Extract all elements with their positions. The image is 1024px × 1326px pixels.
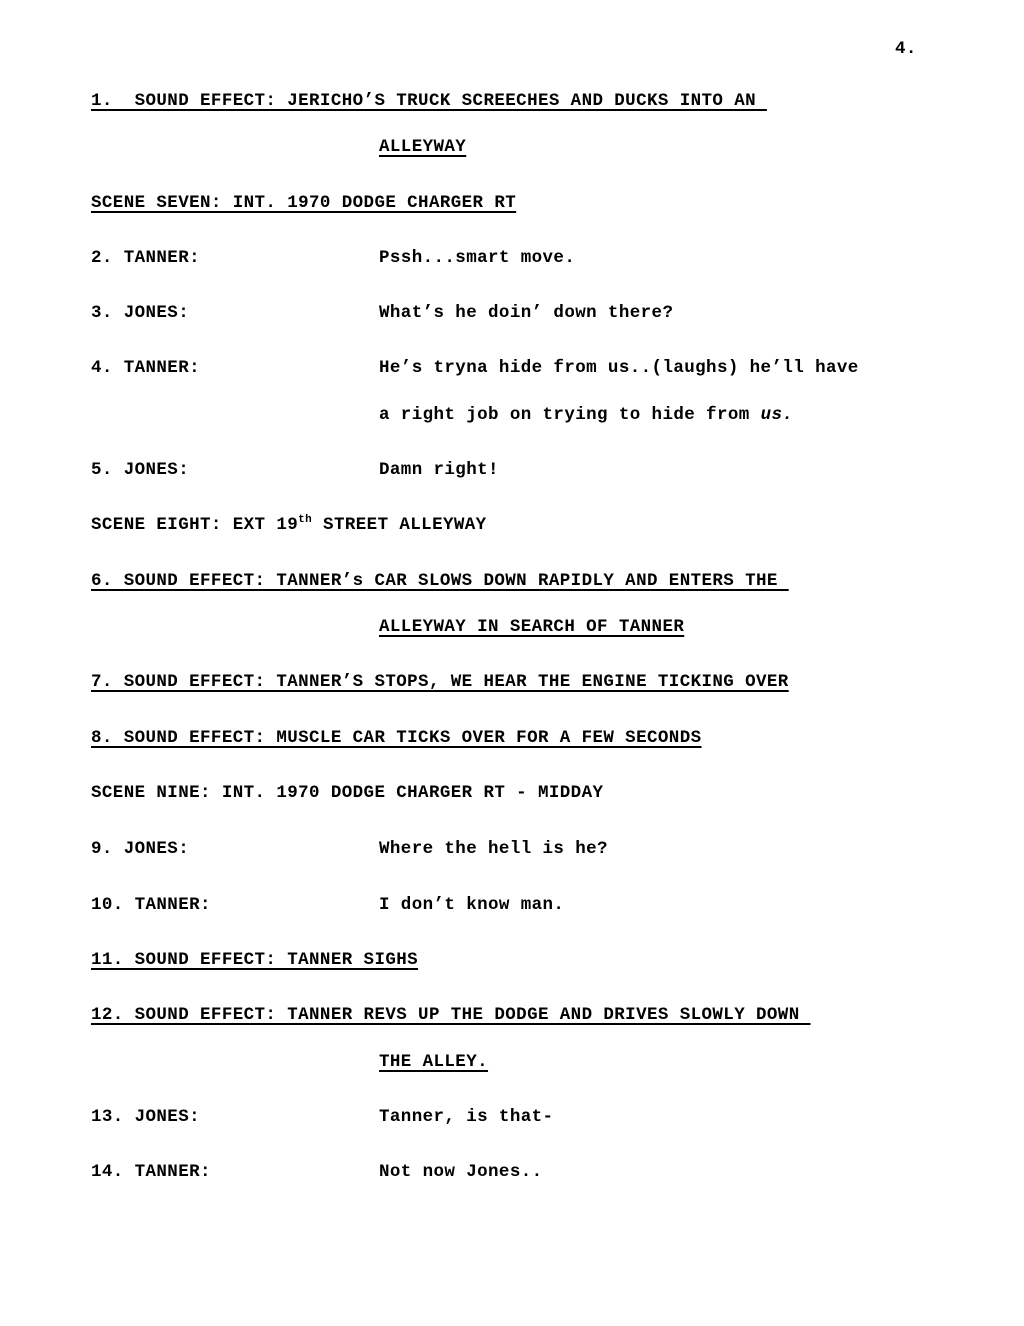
dialogue-10: I don’t know man. (379, 895, 565, 915)
sound-effect-7: 7. SOUND EFFECT: TANNER’S STOPS, WE HEAR THE ENGINE TICKING OVER (91, 672, 789, 692)
dialogue-2: Pssh...smart move. (379, 248, 576, 268)
scene-heading-eight (91, 515, 487, 535)
dialogue-5: Damn right! (379, 460, 499, 480)
sound-effect-6: 6. SOUND EFFECT: TANNER’s CAR SLOWS DOWN RAPIDLY AND ENTERS THE (91, 571, 789, 591)
page-number: 4. (895, 39, 917, 59)
scene-eight-ordinal: th (298, 514, 313, 526)
dialogue-9: Where the hell is he? (379, 839, 608, 859)
speaker-5: 5. JONES: (91, 460, 190, 480)
dialogue-13: Tanner, is that- (379, 1107, 554, 1127)
speaker-4: 4. TANNER: (91, 358, 201, 378)
sound-effect-1-continued: ALLEYWAY (379, 137, 467, 157)
dialogue-3: What’s he doin’ down there? (379, 303, 674, 323)
sound-effect-1: 1. SOUND EFFECT: JERICHO’S TRUCK SCREECHES AND DUCKS INTO AN (91, 91, 767, 111)
sound-effect-12-continued: THE ALLEY. (379, 1052, 489, 1072)
speaker-9: 9. JONES: (91, 839, 190, 859)
scene-eight-text-end: STREET ALLEYWAY (312, 515, 487, 535)
speaker-2: 2. TANNER: (91, 248, 201, 268)
dialogue-4-continued-text: a right job on trying to hide from (379, 405, 761, 425)
speaker-14: 14. TANNER: (91, 1162, 211, 1182)
dialogue-4: He’s tryna hide from us..(laughs) he’ll have (379, 358, 859, 378)
sound-effect-11: 11. SOUND EFFECT: TANNER SIGHS (91, 950, 419, 970)
dialogue-4-emphasis: us. (760, 405, 794, 425)
sound-effect-12: 12. SOUND EFFECT: TANNER REVS UP THE DODGE AND DRIVES SLOWLY DOWN (91, 1005, 811, 1025)
scene-eight-text: SCENE EIGHT: EXT 19 (91, 515, 299, 535)
scene-heading-nine: SCENE NINE: INT. 1970 DODGE CHARGER RT - MIDDAY (91, 783, 604, 803)
scene-heading-seven: SCENE SEVEN: INT. 1970 DODGE CHARGER RT (91, 193, 517, 213)
sound-effect-8: 8. SOUND EFFECT: MUSCLE CAR TICKS OVER FOR A FEW SECONDS (91, 728, 702, 748)
speaker-13: 13. JONES: (91, 1107, 201, 1127)
dialogue-4-continued (379, 405, 793, 425)
sound-effect-6-continued: ALLEYWAY IN SEARCH OF TANNER (379, 617, 685, 637)
speaker-10: 10. TANNER: (91, 895, 211, 915)
dialogue-14: Not now Jones.. (379, 1162, 543, 1182)
speaker-3: 3. JONES: (91, 303, 190, 323)
